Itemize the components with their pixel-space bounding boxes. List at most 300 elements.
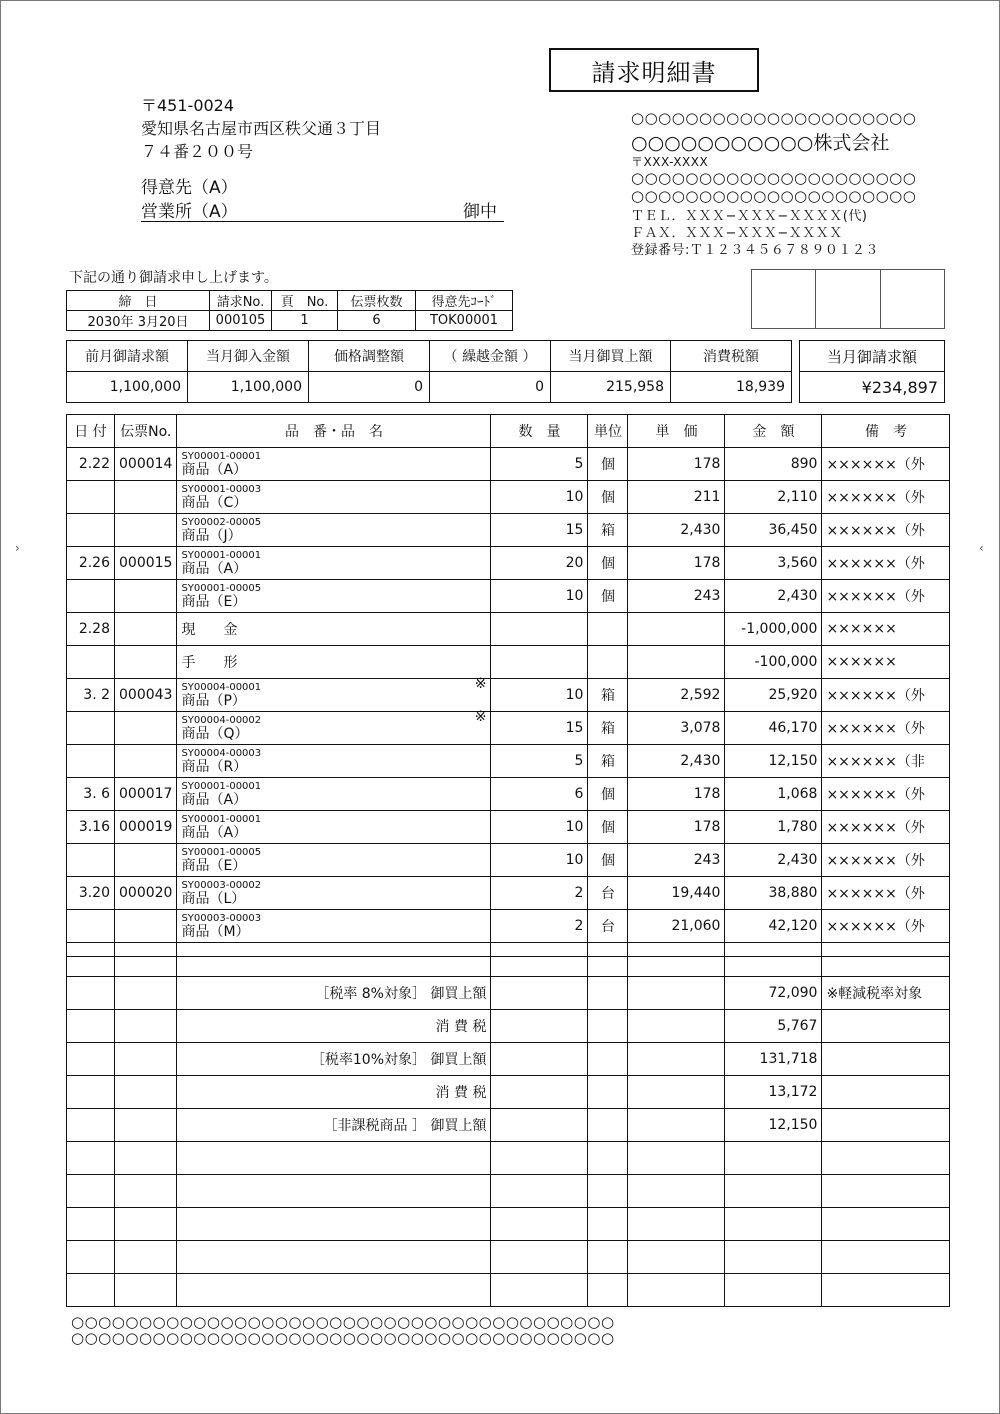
row-item (177, 580, 491, 613)
row-note: ××××××（外 (822, 547, 950, 580)
row-item (177, 646, 491, 679)
empty-cell (822, 1274, 950, 1307)
row-date (67, 580, 115, 613)
row-slip: 000015 (115, 547, 177, 580)
row-item (177, 514, 491, 547)
row-qty: 10 (491, 844, 588, 877)
row-note: ××××××（外 (822, 844, 950, 877)
customer-postal: 〒451-0024 (141, 96, 235, 115)
row-qty (491, 646, 588, 679)
summary-note: ※軽減税率対象 (822, 977, 950, 1010)
table-row (67, 679, 950, 712)
summary-empty (588, 1109, 628, 1142)
empty-cell (822, 1241, 950, 1274)
spacer-row (67, 943, 950, 957)
empty-cell (588, 1274, 628, 1307)
empty-cell (177, 1208, 491, 1241)
empty-cell (588, 1241, 628, 1274)
row-item-code: SY00001-00005 (181, 582, 262, 594)
stamp-box (816, 270, 880, 328)
summary-row (67, 977, 950, 1010)
unit-header: 単位 (588, 415, 628, 448)
summary-empty (115, 1010, 177, 1043)
row-item-name: 商品（A） (181, 791, 248, 808)
summary-empty (115, 977, 177, 1010)
row-qty: 10 (491, 811, 588, 844)
row-price: 211 (628, 481, 725, 514)
row-qty: 10 (491, 580, 588, 613)
summary-amount: 5,767 (725, 1010, 822, 1043)
table-row (67, 514, 950, 547)
price-adjustment-value: 0 (309, 372, 430, 403)
closing-date-header: 締 日 (67, 291, 210, 311)
empty-cell (491, 1274, 588, 1307)
row-unit: 個 (588, 481, 628, 514)
summary-empty (491, 1076, 588, 1109)
empty-cell (115, 1208, 177, 1241)
empty-cell (67, 1241, 115, 1274)
customer-branch: 営業所（A） (141, 202, 238, 222)
row-amount: -100,000 (725, 646, 822, 679)
total-header: 当月御請求額 (800, 341, 945, 372)
summary-empty (628, 1109, 725, 1142)
row-item-code: SY00001-00003 (181, 483, 262, 495)
row-unit: 箱 (588, 514, 628, 547)
row-price (628, 613, 725, 646)
summary-empty (67, 1043, 115, 1076)
empty-cell (67, 1208, 115, 1241)
row-item (177, 745, 491, 778)
row-unit: 箱 (588, 745, 628, 778)
row-date: 3.20 (67, 877, 115, 910)
empty-row (67, 1274, 950, 1307)
row-date (67, 745, 115, 778)
empty-cell (115, 1241, 177, 1274)
row-item-name: 手 形 (181, 655, 238, 671)
spacer-cell (628, 957, 725, 977)
row-slip (115, 745, 177, 778)
customer-underline (141, 221, 504, 222)
empty-cell (725, 1142, 822, 1175)
summary-empty (588, 1076, 628, 1109)
row-qty: 20 (491, 547, 588, 580)
row-amount: 1,068 (725, 778, 822, 811)
summary-row (67, 1076, 950, 1109)
slip-header: 伝票No. (115, 415, 177, 448)
empty-cell (491, 1241, 588, 1274)
row-unit: 台 (588, 910, 628, 943)
invoice-no-value: 000105 (210, 311, 272, 331)
customer-code-header: 得意先ｺｰﾄﾞ (416, 291, 513, 311)
row-note: ××××××（外 (822, 679, 950, 712)
slip-count-header: 伝票枚数 (338, 291, 416, 311)
empty-cell (628, 1142, 725, 1175)
row-item-code: SY00001-00001 (181, 780, 262, 792)
amount-header: 金 額 (725, 415, 822, 448)
spacer-cell (177, 943, 491, 957)
price-header: 単 価 (628, 415, 725, 448)
row-price: 3,078 (628, 712, 725, 745)
row-date: 2.26 (67, 547, 115, 580)
payment-received-header: 当月御入金額 (188, 341, 309, 372)
row-item-name: 商品（Q） (181, 725, 249, 742)
table-row (67, 712, 950, 745)
right-page-mark: ‹ (979, 541, 984, 555)
row-slip (115, 580, 177, 613)
stamp-box (752, 270, 816, 328)
row-date: 2.22 (67, 448, 115, 481)
empty-cell (67, 1142, 115, 1175)
invoice-no-header: 請求No. (210, 291, 272, 311)
row-mark: ※ (474, 708, 487, 725)
row-amount: 2,430 (725, 844, 822, 877)
row-item (177, 811, 491, 844)
row-item-name: 商品（P） (181, 692, 246, 709)
table-row (67, 613, 950, 646)
row-item-code: SY00001-00001 (181, 813, 262, 825)
row-item-name: 商品（A） (181, 461, 248, 478)
summary-empty (588, 1043, 628, 1076)
row-item (177, 708, 491, 745)
row-date: 3. 6 (67, 778, 115, 811)
summary-note (822, 1010, 950, 1043)
row-item (177, 910, 491, 943)
spacer-cell (491, 943, 588, 957)
purchases-value: 215,958 (551, 372, 671, 403)
row-slip: 000020 (115, 877, 177, 910)
empty-cell (67, 1274, 115, 1307)
carryover-value: 0 (430, 372, 551, 403)
spacer-cell (115, 957, 177, 977)
row-date: 2.28 (67, 613, 115, 646)
row-item-code: SY00001-00001 (181, 549, 262, 561)
row-slip: 000019 (115, 811, 177, 844)
row-item-code: SY00004-00002 (181, 714, 262, 726)
empty-cell (725, 1241, 822, 1274)
row-item-name: 商品（J） (181, 527, 242, 544)
summary-empty (115, 1109, 177, 1142)
empty-row (67, 1175, 950, 1208)
issuer-address2: ○○○○○○○○○○○○○○○○○○○○○ (631, 187, 917, 205)
summary-empty (628, 1010, 725, 1043)
empty-row (67, 1208, 950, 1241)
row-item-code: SY00004-00001 (181, 681, 262, 693)
row-item (177, 675, 491, 712)
row-qty: 15 (491, 712, 588, 745)
customer-honorific: 御中 (463, 202, 497, 222)
row-note: ××××××（外 (822, 910, 950, 943)
row-unit: 箱 (588, 712, 628, 745)
row-slip (115, 613, 177, 646)
spacer-cell (588, 943, 628, 957)
row-slip (115, 481, 177, 514)
summary-empty (115, 1043, 177, 1076)
row-item-name: 商品（C） (181, 494, 248, 511)
row-date (67, 481, 115, 514)
empty-cell (822, 1208, 950, 1241)
empty-cell (628, 1208, 725, 1241)
customer-code-value: TOK00001 (416, 311, 513, 331)
row-price: 178 (628, 547, 725, 580)
row-qty: 15 (491, 514, 588, 547)
total-value: ¥234,897 (800, 372, 945, 403)
empty-cell (588, 1208, 628, 1241)
row-mark: ※ (474, 675, 487, 692)
row-date (67, 646, 115, 679)
row-amount: 12,150 (725, 745, 822, 778)
row-price: 2,430 (628, 745, 725, 778)
row-amount: 2,430 (725, 580, 822, 613)
empty-row (67, 1241, 950, 1274)
row-note: ××××××（非 (822, 745, 950, 778)
row-amount: -1,000,000 (725, 613, 822, 646)
row-amount: 1,780 (725, 811, 822, 844)
table-row (67, 646, 950, 679)
summary-empty (628, 1043, 725, 1076)
row-price: 243 (628, 844, 725, 877)
row-note: ×××××× (822, 646, 950, 679)
row-slip: 000017 (115, 778, 177, 811)
closing-date-value: 2030年 3月20日 (67, 311, 210, 331)
row-item-code: SY00003-00002 (181, 879, 262, 891)
summary-amount: 12,150 (725, 1109, 822, 1142)
row-price: 178 (628, 778, 725, 811)
row-item (177, 448, 491, 481)
spacer-cell (67, 943, 115, 957)
row-price: 243 (628, 580, 725, 613)
row-slip (115, 910, 177, 943)
spacer-cell (725, 957, 822, 977)
row-amount: 25,920 (725, 679, 822, 712)
row-note: ××××××（外 (822, 580, 950, 613)
summary-empty (491, 1109, 588, 1142)
summary-amount: 13,172 (725, 1076, 822, 1109)
spacer-cell (177, 957, 491, 977)
summary-empty (588, 1010, 628, 1043)
payment-received-value: 1,100,000 (188, 372, 309, 403)
row-unit: 個 (588, 547, 628, 580)
empty-cell (491, 1142, 588, 1175)
row-amount: 890 (725, 448, 822, 481)
summary-empty (67, 977, 115, 1010)
empty-cell (177, 1241, 491, 1274)
empty-cell (725, 1274, 822, 1307)
row-price: 21,060 (628, 910, 725, 943)
purchases-header: 当月御買上額 (551, 341, 671, 372)
row-amount: 38,880 (725, 877, 822, 910)
row-item-code: SY00002-00005 (181, 516, 262, 528)
empty-cell (177, 1274, 491, 1307)
row-item-name: 商品（E） (181, 857, 247, 874)
row-unit: 個 (588, 448, 628, 481)
row-note: ××××××（外 (822, 448, 950, 481)
issuer-line1: ○○○○○○○○○○○○○○○○○○○○○ (631, 109, 917, 127)
table-row (67, 844, 950, 877)
table-row (67, 547, 950, 580)
empty-row (67, 1142, 950, 1175)
spacer-cell (725, 943, 822, 957)
summary-empty (628, 977, 725, 1010)
summary-empty (67, 1076, 115, 1109)
row-date (67, 910, 115, 943)
row-qty (491, 613, 588, 646)
row-price: 2,592 (628, 679, 725, 712)
summary-label: 消 費 税 (177, 1076, 491, 1109)
empty-cell (628, 1241, 725, 1274)
row-slip: 000014 (115, 448, 177, 481)
summary-note (822, 1109, 950, 1142)
row-item (177, 877, 491, 910)
row-qty: 2 (491, 877, 588, 910)
row-qty: 2 (491, 910, 588, 943)
row-item (177, 481, 491, 514)
row-price (628, 646, 725, 679)
row-date (67, 844, 115, 877)
row-unit: 個 (588, 580, 628, 613)
empty-cell (588, 1142, 628, 1175)
summary-row (67, 1043, 950, 1076)
document-title: 請求明細書 (549, 48, 759, 92)
row-note: ××××××（外 (822, 877, 950, 910)
row-item-code: SY00004-00003 (181, 747, 262, 759)
summary-row (67, 1010, 950, 1043)
row-item (177, 778, 491, 811)
customer-address-line2: ７４番２００号 (141, 142, 254, 161)
row-item-name: 商品（E） (181, 593, 247, 610)
row-unit: 個 (588, 778, 628, 811)
issuer-tel: ＴＥＬ．ＸＸＸ−ＸＸＸ−ＸＸＸＸ(代) (631, 209, 868, 224)
empty-cell (115, 1274, 177, 1307)
table-row (67, 811, 950, 844)
date-header: 日 付 (67, 415, 115, 448)
spacer-cell (67, 957, 115, 977)
row-unit (588, 613, 628, 646)
empty-cell (491, 1175, 588, 1208)
row-note: ××××××（外 (822, 778, 950, 811)
row-note: ××××××（外 (822, 712, 950, 745)
row-note: ××××××（外 (822, 514, 950, 547)
customer-address-line1: 愛知県名古屋市西区秩父通３丁目 (141, 119, 382, 138)
row-date (67, 514, 115, 547)
summary-empty (588, 977, 628, 1010)
row-amount: 36,450 (725, 514, 822, 547)
issuer-fax: ＦＡＸ．ＸＸＸ−ＸＸＸ−ＸＸＸＸ (631, 226, 843, 241)
row-qty: 10 (491, 481, 588, 514)
row-amount: 3,560 (725, 547, 822, 580)
tax-header: 消費税額 (671, 341, 792, 372)
row-item-name: 商品（M） (181, 923, 250, 940)
row-item-name: 商品（R） (181, 758, 248, 775)
row-item-name: 商品（A） (181, 560, 248, 577)
summary-empty (628, 1076, 725, 1109)
summary-label: ［税率 8%対象］ 御買上額 (177, 977, 491, 1010)
row-unit: 箱 (588, 679, 628, 712)
issuer-company: ○○○○○○○○○○○株式会社 (631, 132, 890, 154)
table-row (67, 481, 950, 514)
row-amount: 2,110 (725, 481, 822, 514)
table-row (67, 910, 950, 943)
issuer-registration-number: 登録番号:Ｔ１２３４５６７８９０１２３ (631, 243, 879, 258)
summary-row (67, 1109, 950, 1142)
row-item (177, 547, 491, 580)
row-unit: 台 (588, 877, 628, 910)
row-qty: 5 (491, 745, 588, 778)
issuer-address1: ○○○○○○○○○○○○○○○○○○○○○ (631, 169, 917, 187)
table-row (67, 778, 950, 811)
issuer-postal: 〒XXX-XXXX (631, 155, 709, 169)
summary-empty (491, 1043, 588, 1076)
empty-cell (725, 1208, 822, 1241)
row-slip (115, 712, 177, 745)
spacer-cell (822, 957, 950, 977)
row-date: 3.16 (67, 811, 115, 844)
row-unit (588, 646, 628, 679)
summary-label: ［非課税商品 ］ 御買上額 (177, 1109, 491, 1142)
empty-cell (628, 1175, 725, 1208)
page-no-header: 頁 No. (272, 291, 338, 311)
row-item-name: 商品（A） (181, 824, 248, 841)
row-note: ×××××× (822, 613, 950, 646)
row-slip (115, 646, 177, 679)
table-row (67, 877, 950, 910)
spacer-row (67, 957, 950, 977)
empty-cell (115, 1175, 177, 1208)
row-slip (115, 514, 177, 547)
row-slip: 000043 (115, 679, 177, 712)
summary-empty (67, 1010, 115, 1043)
empty-cell (822, 1142, 950, 1175)
row-qty: 10 (491, 679, 588, 712)
row-unit: 個 (588, 811, 628, 844)
spacer-cell (491, 957, 588, 977)
spacer-cell (588, 957, 628, 977)
row-item-name: 現 金 (181, 622, 238, 638)
left-page-mark: › (15, 541, 20, 555)
stamp-box (881, 270, 944, 328)
empty-cell (822, 1175, 950, 1208)
empty-cell (628, 1274, 725, 1307)
summary-empty (67, 1109, 115, 1142)
footer-line2: ○○○○○○○○○○○○○○○○○○○○○○○○○○○○○○○○○○○○○○○○ (71, 1329, 615, 1347)
empty-cell (588, 1175, 628, 1208)
invoice-info-table (66, 290, 513, 331)
row-item-code: SY00001-00005 (181, 846, 262, 858)
qty-header: 数 量 (491, 415, 588, 448)
row-price: 2,430 (628, 514, 725, 547)
empty-cell (115, 1142, 177, 1175)
total-table (799, 340, 945, 403)
row-unit: 個 (588, 844, 628, 877)
footer-line1: ○○○○○○○○○○○○○○○○○○○○○○○○○○○○○○○○○○○○○○○○ (71, 1313, 615, 1331)
empty-cell (491, 1208, 588, 1241)
previous-balance-header: 前月御請求額 (67, 341, 188, 372)
item-header: 品 番・品 名 (177, 415, 491, 448)
table-row (67, 580, 950, 613)
spacer-cell (628, 943, 725, 957)
summary-label: ［税率10%対象］ 御買上額 (177, 1043, 491, 1076)
summary-empty (491, 977, 588, 1010)
row-item-name: 商品（L） (181, 890, 246, 907)
row-qty: 5 (491, 448, 588, 481)
carryover-header: （ 繰越金額 ） (430, 341, 551, 372)
row-price: 178 (628, 448, 725, 481)
row-date (67, 712, 115, 745)
empty-cell (67, 1175, 115, 1208)
empty-cell (177, 1175, 491, 1208)
summary-amount: 72,090 (725, 977, 822, 1010)
note-header: 備 考 (822, 415, 950, 448)
spacer-cell (115, 943, 177, 957)
